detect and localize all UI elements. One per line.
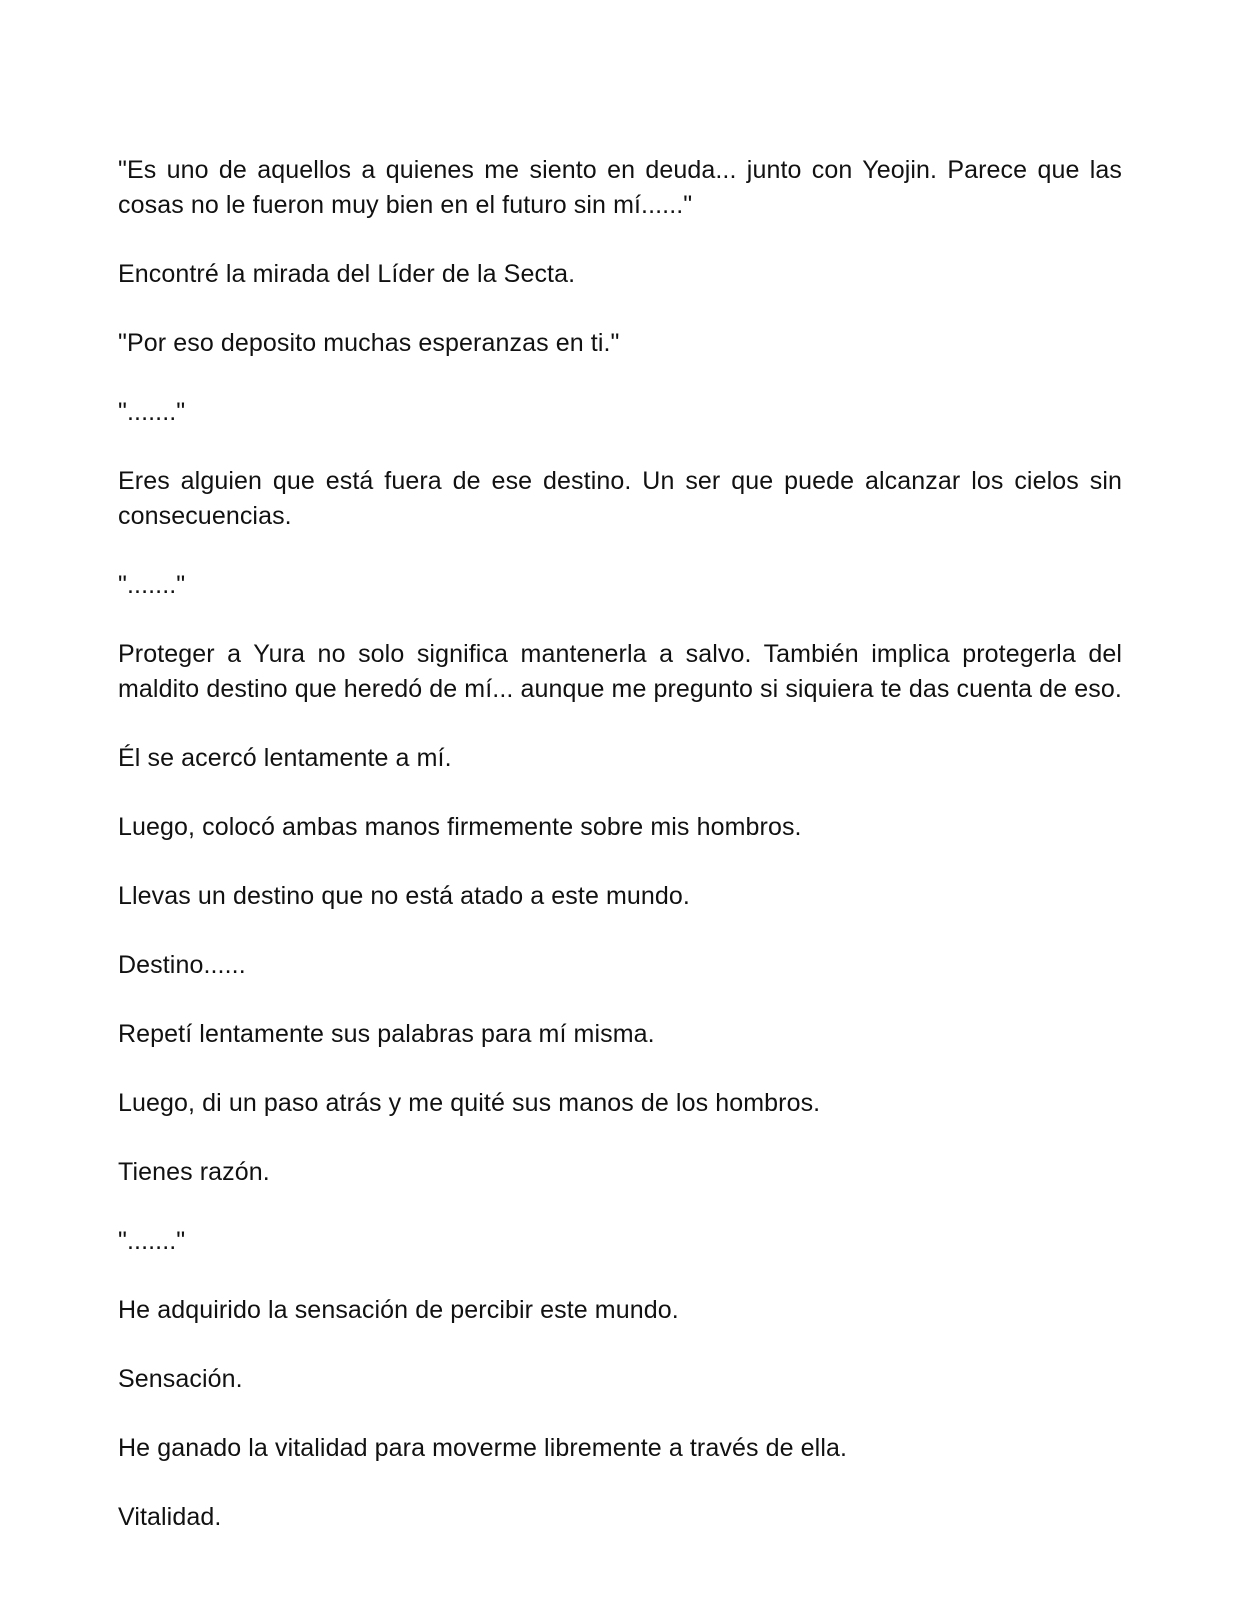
paragraph: "......." [118, 571, 186, 599]
paragraph: "......." [118, 398, 186, 426]
paragraph: Encontré la mirada del Líder de la Secta. [118, 260, 576, 288]
paragraph: He adquirido la sensación de percibir este mundo. [118, 1296, 679, 1324]
paragraph: Tienes razón. [118, 1158, 270, 1186]
paragraph: Sensación. [118, 1365, 243, 1393]
paragraph: Destino...... [118, 951, 246, 979]
document-body [118, 153, 1122, 1569]
paragraph: "Es uno de aquellos a quienes me siento en deuda... junto con Yeojin. Parece que las cosas no le fueron muy bien en el futuro sin mí......" [118, 156, 1122, 219]
paragraph: Repetí lentamente sus palabras para mí misma. [118, 1020, 655, 1048]
paragraph: Luego, di un paso atrás y me quité sus manos de los hombros. [118, 1089, 821, 1117]
paragraph: Llevas un destino que no está atado a este mundo. [118, 882, 690, 910]
paragraph: Proteger a Yura no solo significa mantenerla a salvo. También implica protegerla del maldito destino que heredó de mí... aunque me pregunto si siquiera te das cuenta de eso. [118, 640, 1122, 703]
paragraph: "......." [118, 1227, 186, 1255]
paragraph: He ganado la vitalidad para moverme libremente a través de ella. [118, 1434, 848, 1462]
paragraph: "Por eso deposito muchas esperanzas en ti." [118, 329, 620, 357]
paragraph: Él se acercó lentamente a mí. [118, 744, 452, 772]
paragraph: Eres alguien que está fuera de ese destino. Un ser que puede alcanzar los cielos sin consecuencias. [118, 467, 1122, 530]
paragraph: Luego, colocó ambas manos firmemente sobre mis hombros. [118, 813, 802, 841]
paragraph: Vitalidad. [118, 1503, 222, 1531]
